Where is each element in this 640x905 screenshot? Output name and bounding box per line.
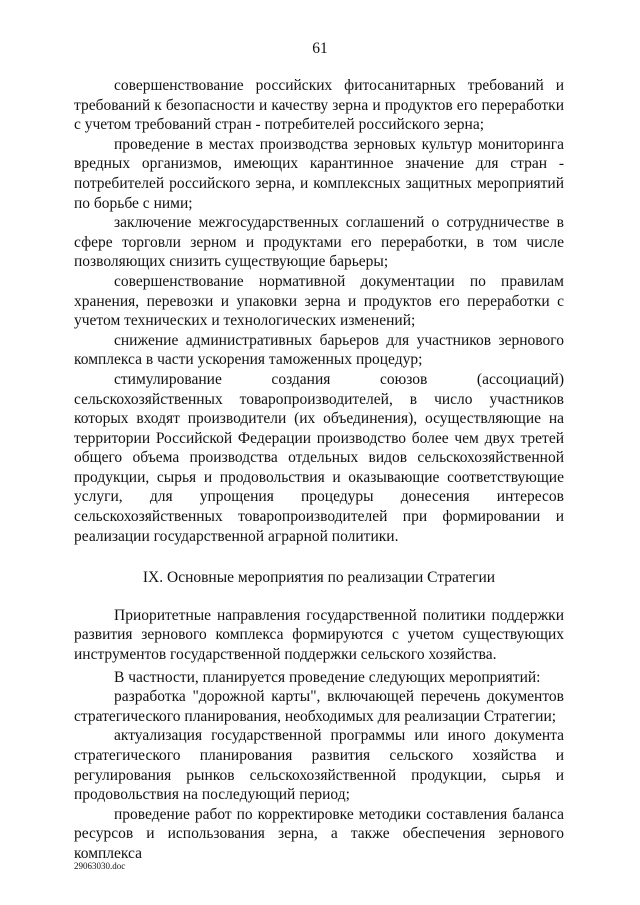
paragraph: актуализация государственной программы или иного документа стратегического планирования развития сельского хозяйства и регулирования рынков сельскохозяйственной продукции, сырья и продовольствия на последующий период;	[74, 727, 564, 804]
page-number: 61	[312, 40, 328, 57]
paragraph: проведение в местах производства зерновых культур мониторинга вредных организмов, имеющих карантинное значение для стран - потребителей российского зерна, и комплексных защитных мероприятий по борьбе с ними;	[74, 135, 564, 212]
paragraph: разработка "дорожной карты", включающей перечень документов стратегического планирования, необходимых для реализации Стратегии;	[74, 688, 564, 725]
paragraph: стимулирование создания союзов (ассоциаций) сельскохозяйственных товаропроизводителей, в число участников которых входят производители (их объединения), осуществляющие на территории Российской Федерации производство более чем двух третей общего объема производства отдельных видов сельскохозяйственной продукции, сырья и продовольствия и оказывающие соответствующие услуги, для упрощения процедуры донесения интересов сельскохозяйственных товаропроизводителей при формировании и реализации государственной аграрной политики.	[74, 370, 564, 545]
document-body	[74, 76, 564, 864]
paragraph: В частности, планируется проведение следующих мероприятий:	[114, 668, 541, 686]
paragraph: снижение административных барьеров для участников зернового комплекса в части ускорения таможенных процедур;	[74, 331, 564, 369]
document-footer: 29063030.doc	[74, 861, 126, 871]
paragraph: Приоритетные направления государственной политики поддержки развития зернового комплекса формируются с учетом существующих инструментов государственной поддержки сельского хозяйства.	[74, 606, 564, 664]
paragraph: заключение межгосударственных соглашений о сотрудничестве в сфере торговли зерном и продуктами его переработки, в том числе позволяющих снизить существующие барьеры;	[74, 214, 564, 271]
paragraph: совершенствование нормативной документации по правилам хранения, перевозки и упаковки зерна и продуктов его переработки с учетом технических и технологических изменений;	[74, 272, 564, 330]
paragraph: проведение работ по корректировке методики составления баланса ресурсов и использования зерна, а также обеспечения зернового комплекса	[74, 805, 564, 862]
paragraph: совершенствование российских фитосанитарных требований и требований к безопасности и качеству зерна и продуктов его переработки с учетом требований стран - потребителей российского зерна;	[74, 77, 564, 134]
section-heading: IX. Основные мероприятия по реализации Стратегии	[142, 569, 496, 587]
